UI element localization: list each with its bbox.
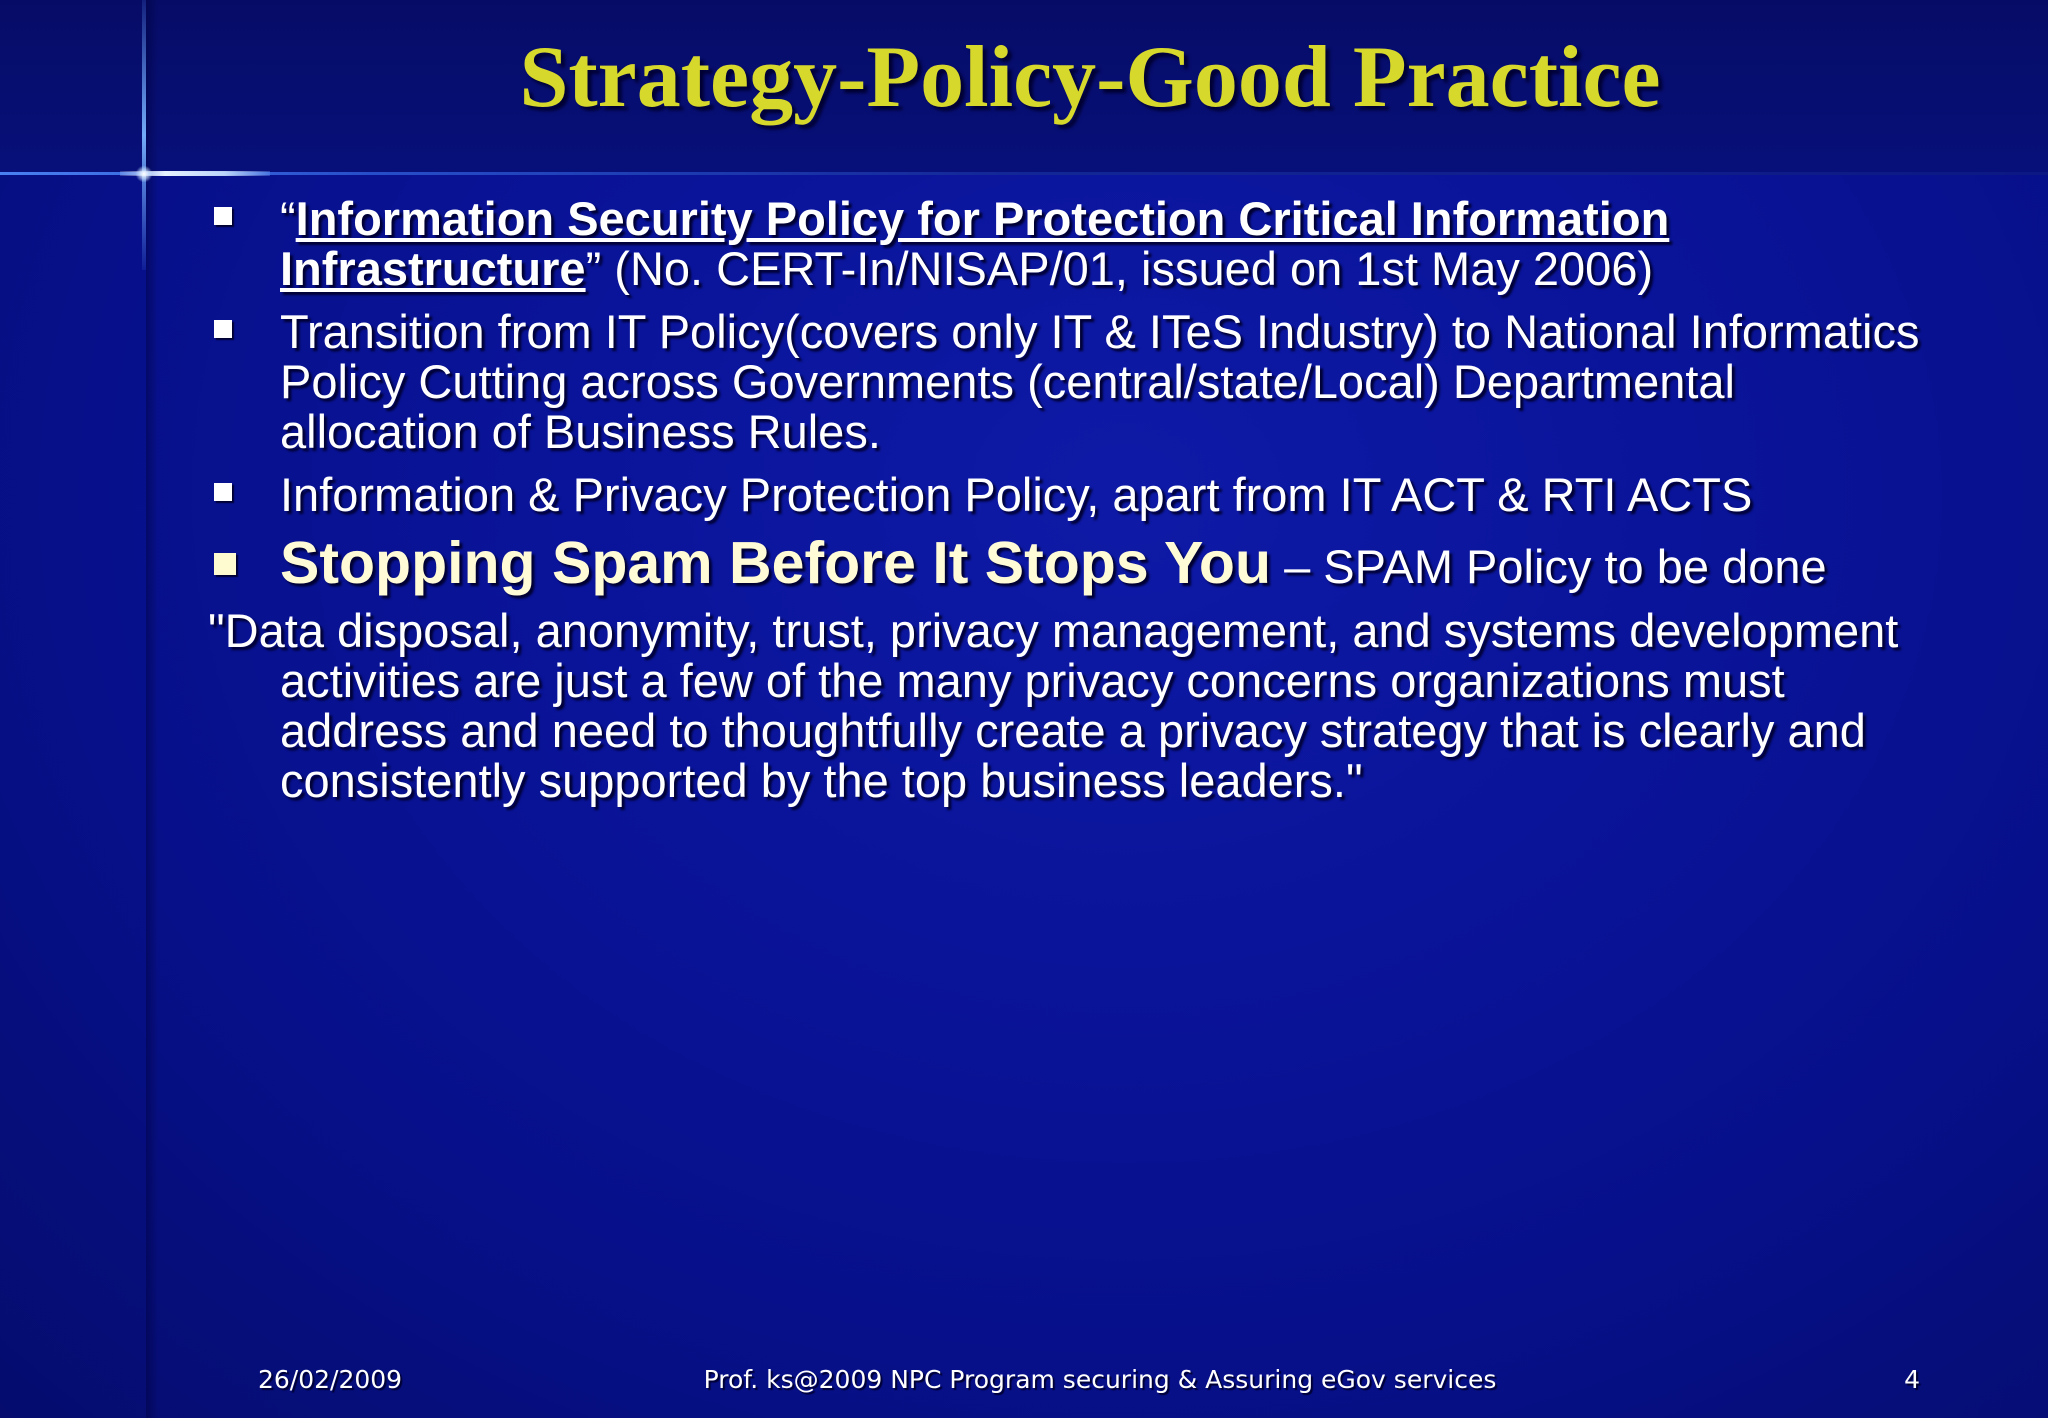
square-bullet-icon: [214, 207, 232, 225]
decorative-horizontal-line: [0, 172, 2048, 175]
bullet-spam: [208, 530, 1928, 596]
close-quote: ”: [585, 242, 602, 295]
policy-reference: (No. CERT-In/NISAP/01, issued on 1st May 2006): [601, 242, 1654, 295]
footer-title: Prof. ks@2009 NPC Program securing & Assuring eGov services: [703, 1365, 1497, 1394]
square-bullet-icon: [214, 553, 236, 575]
open-quote: “: [280, 192, 296, 245]
spam-headline: Stopping Spam Before It Stops You: [280, 530, 1272, 596]
privacy-quote: "Data disposal, anonymity, trust, privacy management, and systems development activities are just a few of the many privacy concerns organizations must address and need to thoughtfully create a privacy strategy that is clearly and consistently supported by the top business leaders.": [208, 604, 1899, 807]
square-bullet-icon: [214, 483, 232, 501]
policy-link-part1[interactable]: Information Security Policy for Protection Critical Information: [295, 192, 1670, 245]
bullet-privacy-policy: [208, 470, 1928, 520]
spam-rest: – SPAM Policy to be done: [1271, 540, 1827, 593]
square-bullet-icon: [214, 320, 232, 338]
policy-link-part2[interactable]: Infrastructure: [280, 242, 586, 295]
footer-date: 26/02/2009: [258, 1365, 403, 1394]
decorative-vertical-line: [142, 0, 146, 270]
bullet-transition: [208, 307, 1928, 457]
slide-title: Strategy-Policy-Good Practice: [519, 29, 1661, 126]
slide-body: [208, 194, 1928, 806]
footer-page-number: 4: [1904, 1365, 1920, 1394]
bullet-security-policy: [208, 194, 1928, 294]
bullet-text: Transition from IT Policy(covers only IT & ITeS Industry) to National Informatics Policy Cutting across Governments (central/state/Local) Departmental allocation of Business Rules.: [280, 305, 1920, 458]
decorative-vertical-shadow: [146, 0, 158, 1418]
bullet-text: Information & Privacy Protection Policy, apart from IT ACT & RTI ACTS: [280, 468, 1753, 521]
decorative-cross-glow: [136, 166, 152, 182]
